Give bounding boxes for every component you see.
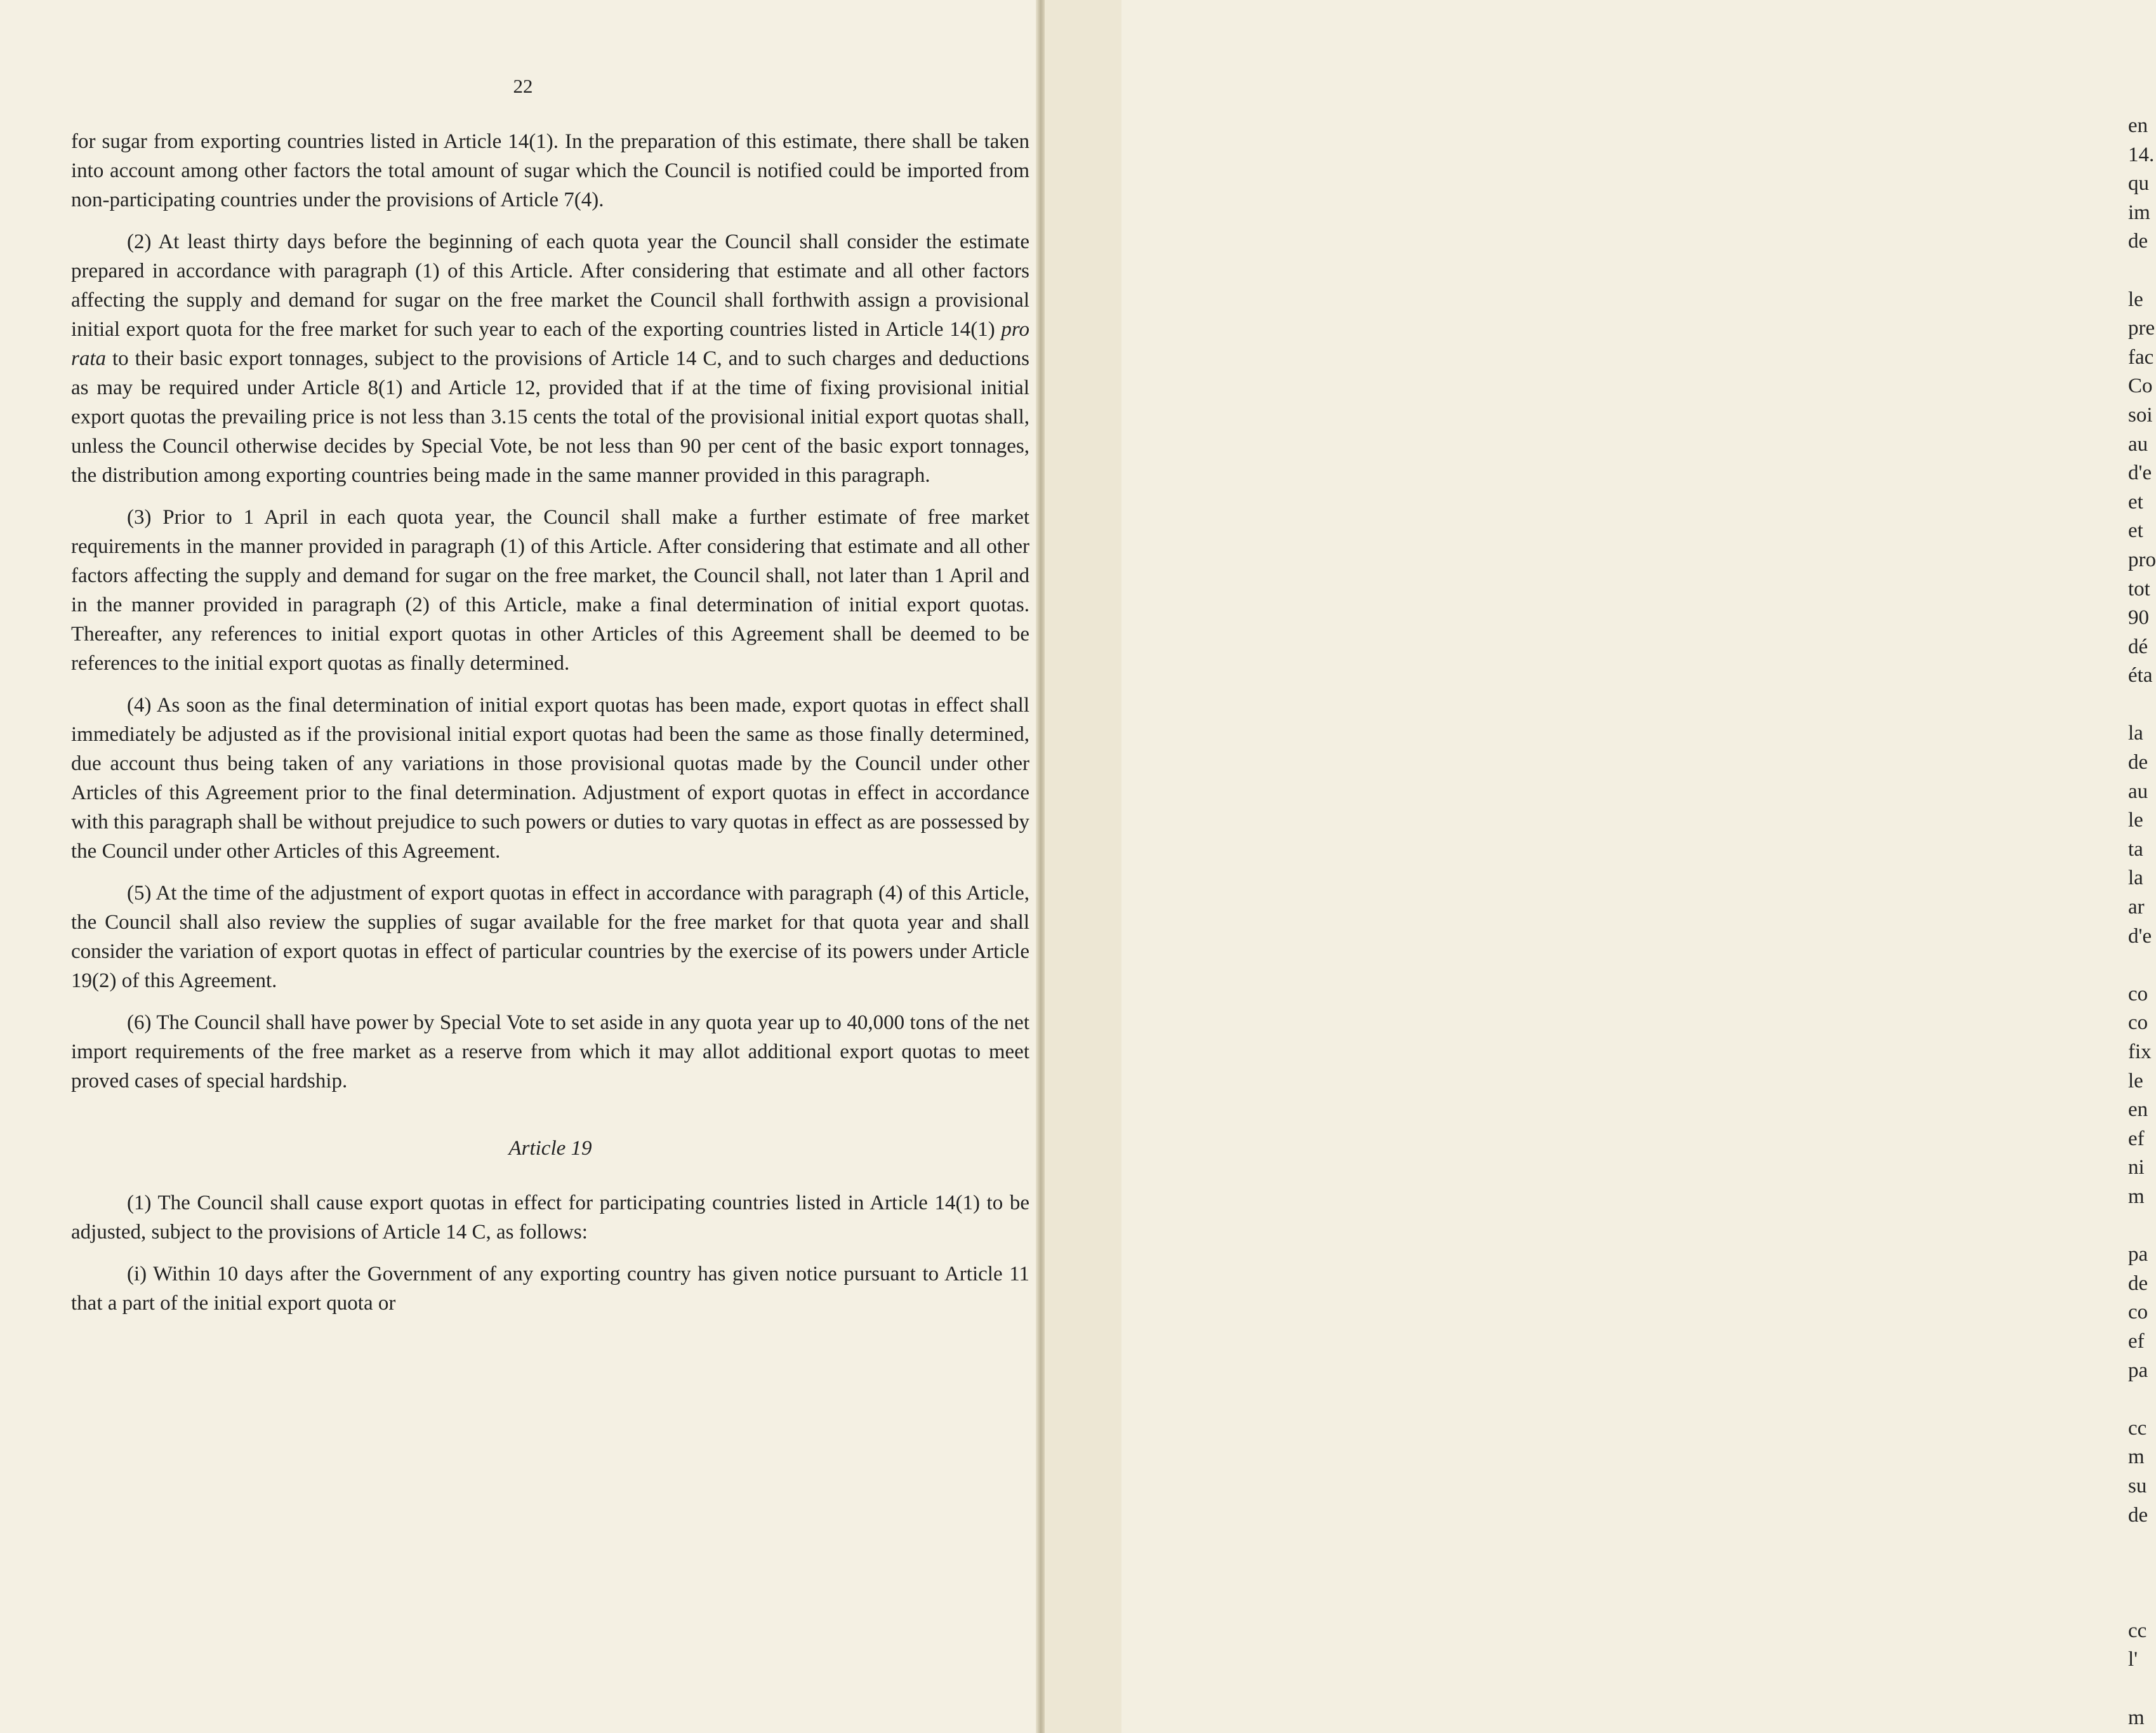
- facing-fragment: de: [2128, 1272, 2148, 1295]
- facing-page-text: [2128, 112, 2156, 1732]
- body-text: [71, 127, 1029, 1318]
- facing-fragment: [2128, 1559, 2156, 1588]
- facing-fragment: ni: [2128, 1156, 2145, 1179]
- facing-fragment: co: [2128, 982, 2148, 1006]
- facing-fragment: d'e: [2128, 461, 2152, 485]
- facing-fragment: su: [2128, 1474, 2147, 1497]
- facing-fragment: de: [2128, 751, 2148, 774]
- facing-fragment: im: [2128, 201, 2150, 224]
- facing-fragment: et: [2128, 519, 2143, 543]
- facing-fragment: co: [2128, 1301, 2148, 1324]
- paragraph: (i) Within 10 days after the Government of any exporting country has given notice pursuant to Article 11 that a part of the initial export quota or: [71, 1263, 1029, 1315]
- facing-page-edge: [1045, 0, 2156, 1733]
- facing-fragment: au: [2128, 432, 2148, 456]
- facing-fragment: 14.: [2128, 143, 2155, 166]
- facing-fragment: le: [2128, 1069, 2143, 1092]
- facing-fragment: le: [2128, 809, 2143, 832]
- facing-fragment: soi: [2128, 403, 2153, 427]
- facing-fragment: [2128, 1212, 2156, 1241]
- facing-fragment: m: [2128, 1445, 2145, 1469]
- facing-fragment: [2128, 1675, 2156, 1704]
- facing-fragment: ef: [2128, 1127, 2145, 1150]
- book-gutter: [1036, 0, 1045, 1733]
- facing-fragment: l': [2128, 1648, 2138, 1671]
- facing-fragment: éta: [2128, 664, 2153, 687]
- paragraph: for sugar from exporting countries listed in Article 14(1). In the preparation of this estimate, there shall be taken into account among other factors the total amount of sugar which the Council is notified could be imported from non-participating countries under the provisions of Article 7(4).: [71, 130, 1029, 211]
- page-number: 22: [513, 75, 533, 97]
- facing-fragment: fac: [2128, 345, 2154, 369]
- paragraph: (3) Prior to 1 April in each quota year, the Council shall make a further estimate of free market requirements in the manner provided in paragraph (1) of this Article. After considering that estimate and all other factors affecting the supply and demand for sugar on the free market, the Council shall, not later than 1 April and in the manner provided in paragraph (2) of this Article, make a final determination of initial export quotas. Thereafter, any references to initial export quotas in other Articles of this Agreement shall be deemed to be references to the initial export quotas as finally determined.: [71, 506, 1029, 675]
- facing-fragment: la: [2128, 722, 2143, 745]
- facing-fragment: 90: [2128, 606, 2149, 630]
- facing-fragment: [2128, 1385, 2156, 1414]
- facing-fragment: au: [2128, 780, 2148, 803]
- facing-fragment: la: [2128, 866, 2143, 890]
- facing-fragment: de: [2128, 1503, 2148, 1527]
- facing-fragment: cc: [2128, 1619, 2147, 1642]
- document-page: [0, 0, 1046, 1733]
- facing-fragment: [2128, 1588, 2156, 1617]
- facing-fragment: ar: [2128, 896, 2145, 919]
- facing-fragment: pre: [2128, 317, 2155, 340]
- paragraph: (4) As soon as the final determination of initial export quotas has been made, export quotas in effect shall immediately be adjusted as if the provisional initial export quotas had been the same as those finally determined, due account thus being taken of any variations in those provisional quotas made by the Council under other Articles of this Agreement prior to the final determination. Adjustment of export quotas in effect in accordance with this paragraph shall be without prejudice to such powers or duties to vary quotas in effect as are possessed by the Council under other Articles of this Agreement.: [71, 694, 1029, 863]
- facing-fragment: co: [2128, 1011, 2148, 1035]
- facing-fragment: m: [2128, 1706, 2145, 1729]
- facing-fragment: tot: [2128, 577, 2150, 601]
- facing-fragment: pa: [2128, 1358, 2148, 1382]
- facing-fragment: d'e: [2128, 924, 2152, 948]
- facing-fragment: de: [2128, 230, 2148, 253]
- facing-fragment: pa: [2128, 1243, 2148, 1266]
- facing-fragment: fix: [2128, 1040, 2152, 1063]
- paragraph: (6) The Council shall have power by Special Vote to set aside in any quota year up to 40,000 tons of the net import requirements of the free market as a reserve from which it may allot additional export quotas to meet proved cases of special hardship.: [71, 1011, 1029, 1092]
- facing-fragment: ta: [2128, 837, 2143, 861]
- facing-fragment: cc: [2128, 1416, 2147, 1440]
- facing-fragment: en: [2128, 114, 2148, 137]
- facing-fragment: Co: [2128, 375, 2153, 398]
- facing-fragment: [2128, 256, 2156, 286]
- paragraph: (1) The Council shall cause export quotas in effect for participating countries listed in Article 14(1) to be adjusted, subject to the provisions of Article 14 C, as follows:: [71, 1192, 1029, 1244]
- facing-fragment: [2128, 691, 2156, 720]
- facing-fragment: qu: [2128, 172, 2149, 196]
- facing-fragment: dé: [2128, 635, 2148, 658]
- facing-fragment: et: [2128, 490, 2143, 514]
- facing-fragment: pro: [2128, 548, 2156, 571]
- paragraph: (2) At least thirty days before the beginning of each quota year the Council shall consider the estimate prepared in accordance with paragraph (1) of this Article. After considering that estimate and all other factors affecting the supply and demand for sugar on the free market the Council shall forthwith assign a provisional initial export quota for the free market for such year to each of the exporting countries listed in Article 14(1) pro rata to their basic export tonnages, subject to the provisions of Article 14 C, and to such charges and deductions as may be required under Article 8(1) and Article 12, provided that if at the time of fixing provisional initial export quotas the prevailing price is not less than 3.15 cents the total of the provisional initial export quotas shall, unless the Council otherwise decides by Special Vote, be not less than 90 per cent of the basic export tonnages, the distribution among exporting countries being made in the same manner provided in this paragraph.: [71, 230, 1029, 487]
- facing-fragment: en: [2128, 1098, 2148, 1122]
- facing-fragment: le: [2128, 288, 2143, 311]
- article-heading: Article 19: [508, 1137, 592, 1160]
- facing-fragment: [2128, 1530, 2156, 1559]
- facing-fragment: [2128, 951, 2156, 980]
- facing-fragment: m: [2128, 1185, 2145, 1208]
- paragraph: (5) At the time of the adjustment of export quotas in effect in accordance with paragraph (4) of this Article, the Council shall also review the supplies of sugar available for the free market for that quota year and shall consider the variation of export quotas in effect of particular countries by the exercise of its powers under Article 19(2) of this Agreement.: [71, 882, 1029, 992]
- facing-fragment: ef: [2128, 1329, 2145, 1353]
